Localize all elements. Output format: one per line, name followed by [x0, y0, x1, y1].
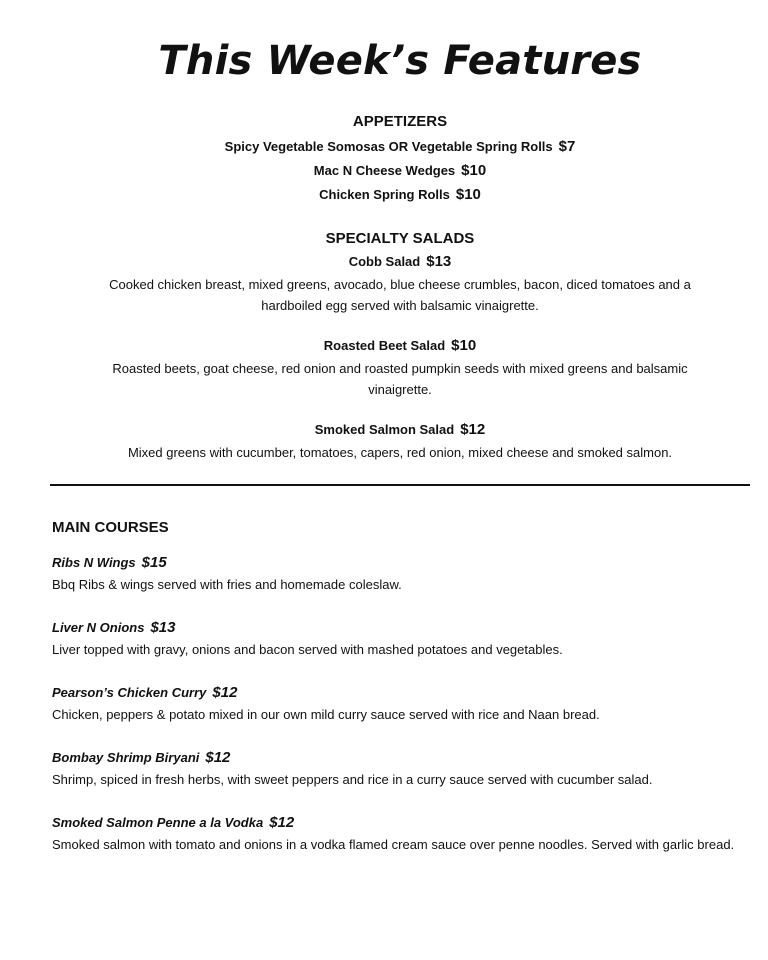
course-name: Ribs N Wings	[52, 555, 136, 570]
page-title: This Week’s Features	[158, 38, 642, 84]
course-description: Smoked salmon with tomato and onions in a vodka flamed cream sauce over penne noodles. Served with garlic bread.	[52, 837, 735, 852]
course-description: Bbq Ribs & wings served with fries and homemade coleslaw.	[52, 577, 402, 592]
salad-item-title	[0, 418, 768, 442]
course-item	[52, 682, 742, 725]
course-title	[52, 812, 742, 834]
appetizers-section	[0, 112, 768, 207]
course-item	[52, 747, 742, 790]
appetizer-price: $10	[461, 162, 487, 179]
appetizer-name: Spicy Vegetable Somosas OR Vegetable Spring Rolls	[224, 139, 553, 154]
course-name: Smoked Salmon Penne a la Vodka	[52, 815, 264, 830]
appetizer-price: $10	[455, 186, 481, 203]
salad-description: Mixed greens with cucumber, tomatoes, capers, red onion, mixed cheese and smoked salmon.	[127, 445, 673, 460]
course-price: $12	[269, 814, 295, 831]
course-title	[52, 552, 742, 574]
course-title	[52, 617, 742, 639]
salad-price: $13	[426, 253, 452, 270]
section-divider	[50, 484, 750, 486]
course-price: $12	[205, 749, 231, 766]
main-courses-heading: MAIN COURSES	[52, 519, 169, 536]
course-name: Liver N Onions	[52, 620, 145, 635]
course-price: $15	[141, 554, 167, 571]
course-title	[52, 682, 742, 704]
appetizer-item	[0, 159, 768, 183]
main-courses-section	[52, 518, 742, 855]
salad-price: $12	[460, 421, 486, 438]
salad-item-title	[0, 334, 768, 358]
course-description: Chicken, peppers & potato mixed in our own mild curry sauce served with rice and Naan bread.	[52, 707, 600, 722]
salad-description: Cooked chicken breast, mixed greens, avocado, blue cheese crumbles, bacon, diced tomatoes and a hardboiled egg served with balsamic vinaigrette.	[109, 277, 691, 313]
course-item	[52, 552, 742, 595]
salads-heading: SPECIALTY SALADS	[325, 230, 475, 247]
appetizer-price: $7	[558, 138, 576, 155]
course-description: Liver topped with gravy, onions and bacon served with mashed potatoes and vegetables.	[52, 642, 563, 657]
course-name: Bombay Shrimp Biryani	[52, 750, 200, 765]
course-description: Shrimp, spiced in fresh herbs, with sweet peppers and rice in a curry sauce served with cucumber salad.	[52, 772, 653, 787]
course-price: $13	[150, 619, 176, 636]
salad-item-title	[0, 250, 768, 274]
salad-description: Roasted beets, goat cheese, red onion and roasted pumpkin seeds with mixed greens and balsamic vinaigrette.	[112, 361, 688, 397]
appetizer-name: Mac N Cheese Wedges	[313, 163, 456, 178]
course-title	[52, 747, 742, 769]
salad-name: Cobb Salad	[348, 254, 421, 269]
course-name: Pearson’s Chicken Curry	[52, 685, 207, 700]
salad-name: Smoked Salmon Salad	[314, 422, 455, 437]
course-item	[52, 617, 742, 660]
salads-section	[0, 229, 768, 463]
appetizers-heading: APPETIZERS	[352, 113, 448, 130]
course-item	[52, 812, 742, 855]
appetizer-item	[0, 135, 768, 159]
salad-price: $10	[451, 337, 477, 354]
appetizer-name: Chicken Spring Rolls	[319, 187, 450, 202]
salad-name: Roasted Beet Salad	[323, 338, 446, 353]
course-price: $12	[212, 684, 238, 701]
appetizer-item	[0, 183, 768, 207]
